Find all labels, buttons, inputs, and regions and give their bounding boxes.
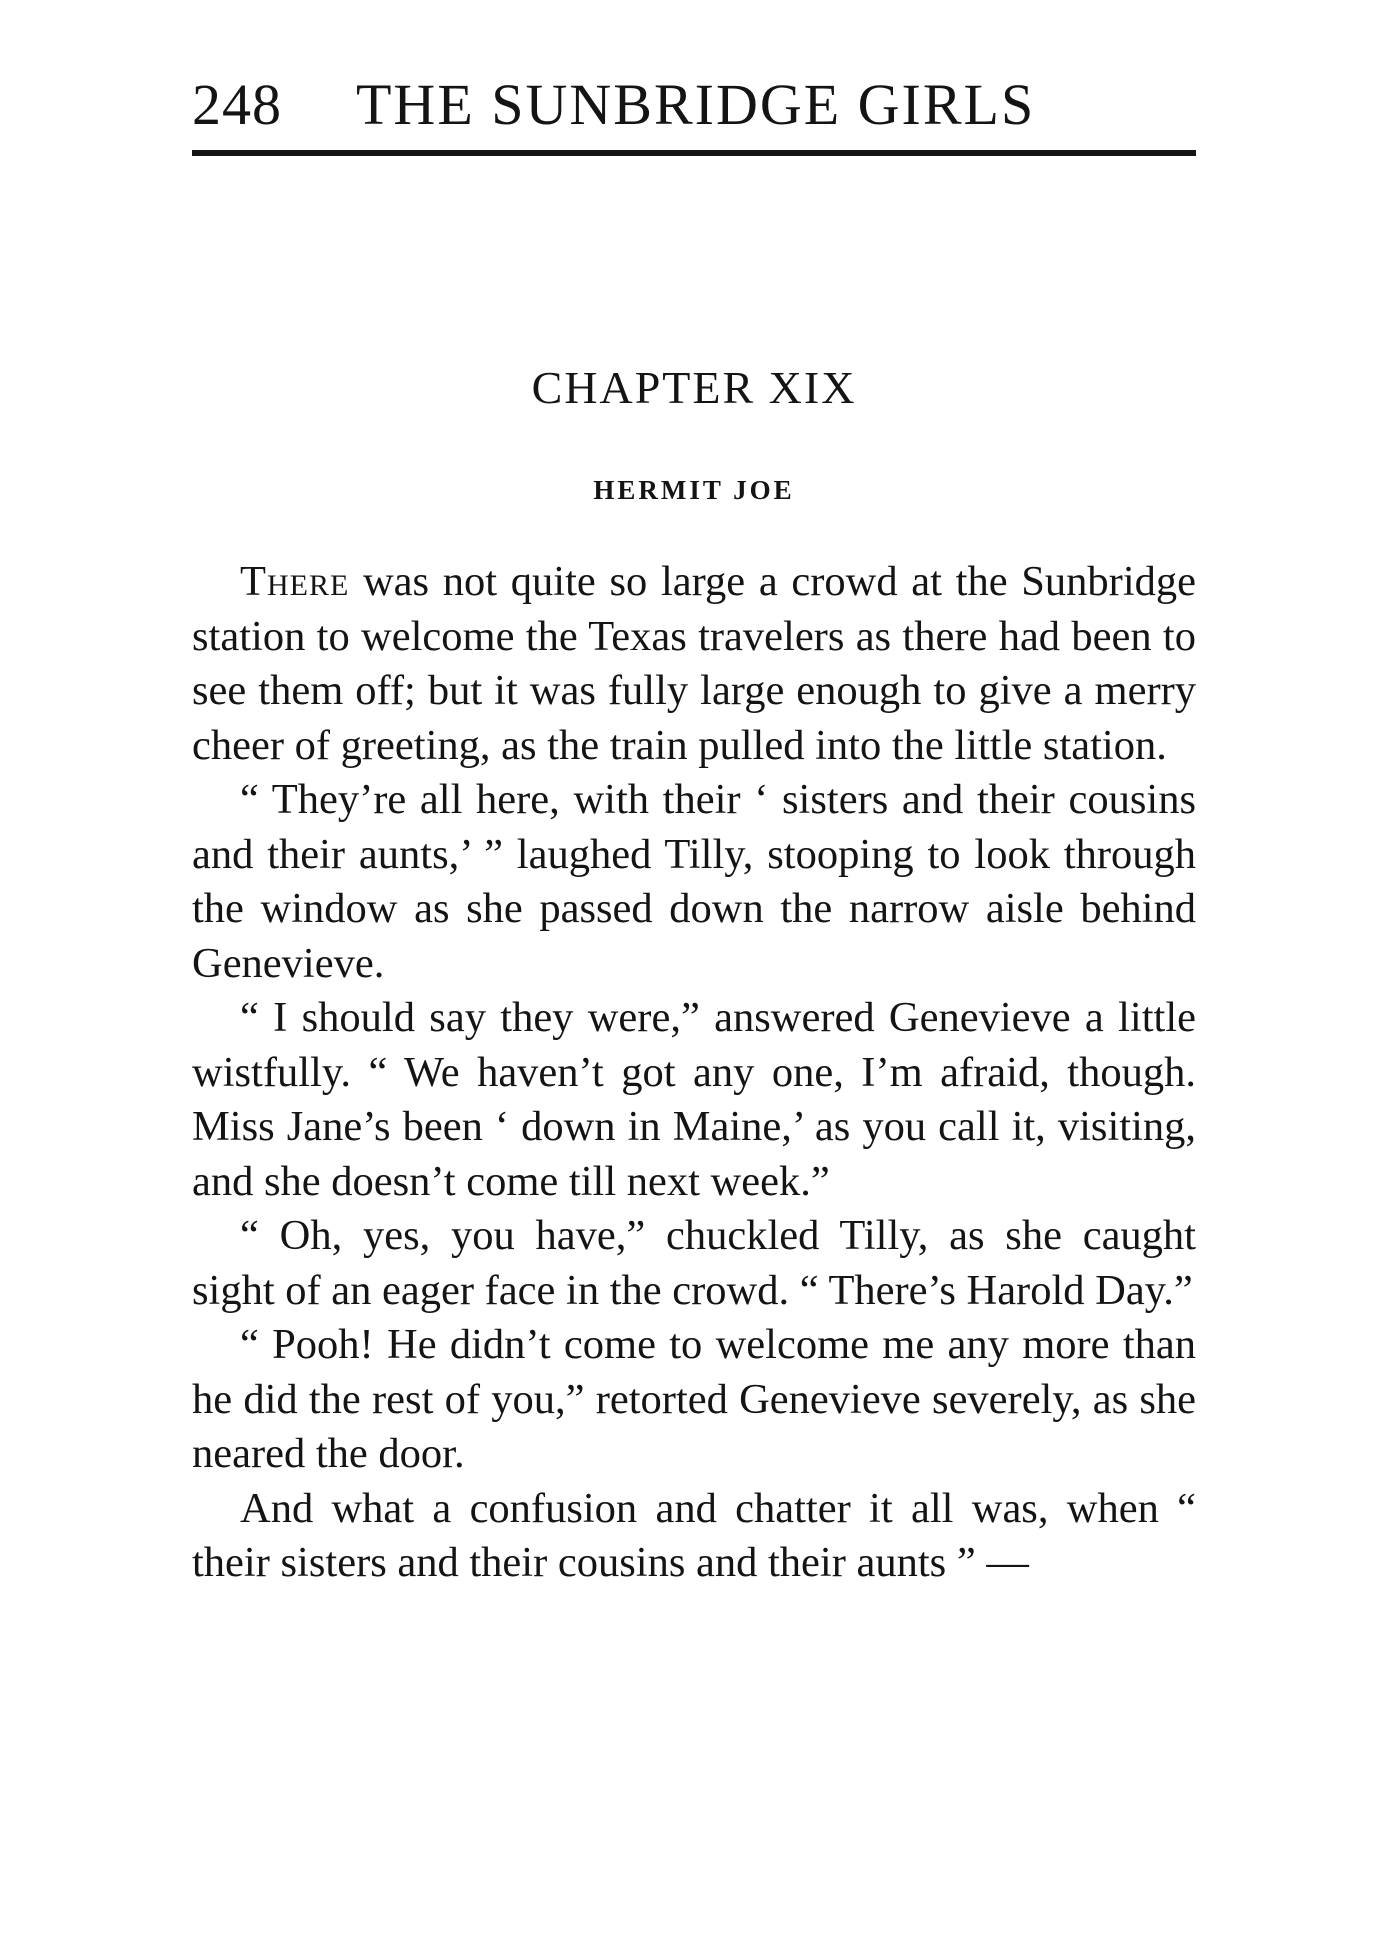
paragraph: “ Pooh! He didn’t come to welcome me any more than he did the rest of you,” retorted Genevieve severely, as she neared the door.: [192, 1321, 1196, 1477]
paragraph: “ They’re all here, with their ‘ sisters and their cousins and their aunts,’ ” laughed Tilly, stooping to look through the window as she passed down the narrow aisle behind Genevieve.: [192, 776, 1196, 987]
paragraph: “ I should say they were,” answered Genevieve a little wistfully. “ We haven’t got any one, I’m afraid, though. Miss Jane’s been ‘ down in Maine,’ as you call it, visiting, and she doesn’t come till next week.”: [192, 994, 1196, 1205]
paragraph: And what a confusion and chatter it all was, when “ their sisters and their cousins and their aunts ” —: [192, 1484, 1196, 1586]
book-title: THE SUNBRIDGE GIRLS: [356, 72, 1036, 137]
paragraph: “ Oh, yes, you have,” chuckled Tilly, as she caught sight of an eager face in the crowd. “ There’s Harold Day.”: [192, 1212, 1196, 1314]
body-text: [192, 555, 1196, 1591]
paragraph: [192, 555, 1196, 773]
chapter-title: HERMIT JOE: [593, 475, 795, 505]
paragraph-lead-word: There: [240, 558, 350, 605]
paragraph-text: was not quite so large a crowd at the Sunbridge station to welcome the Texas travelers as there had been to see them off; but it was fully large enough to give a merry cheer of greeting, as the train pulled into the little station.: [192, 558, 1196, 769]
header-rule: [192, 150, 1196, 156]
running-head: [192, 70, 1196, 140]
page-number: 248: [192, 72, 282, 137]
chapter-number: CHAPTER XIX: [531, 362, 857, 413]
